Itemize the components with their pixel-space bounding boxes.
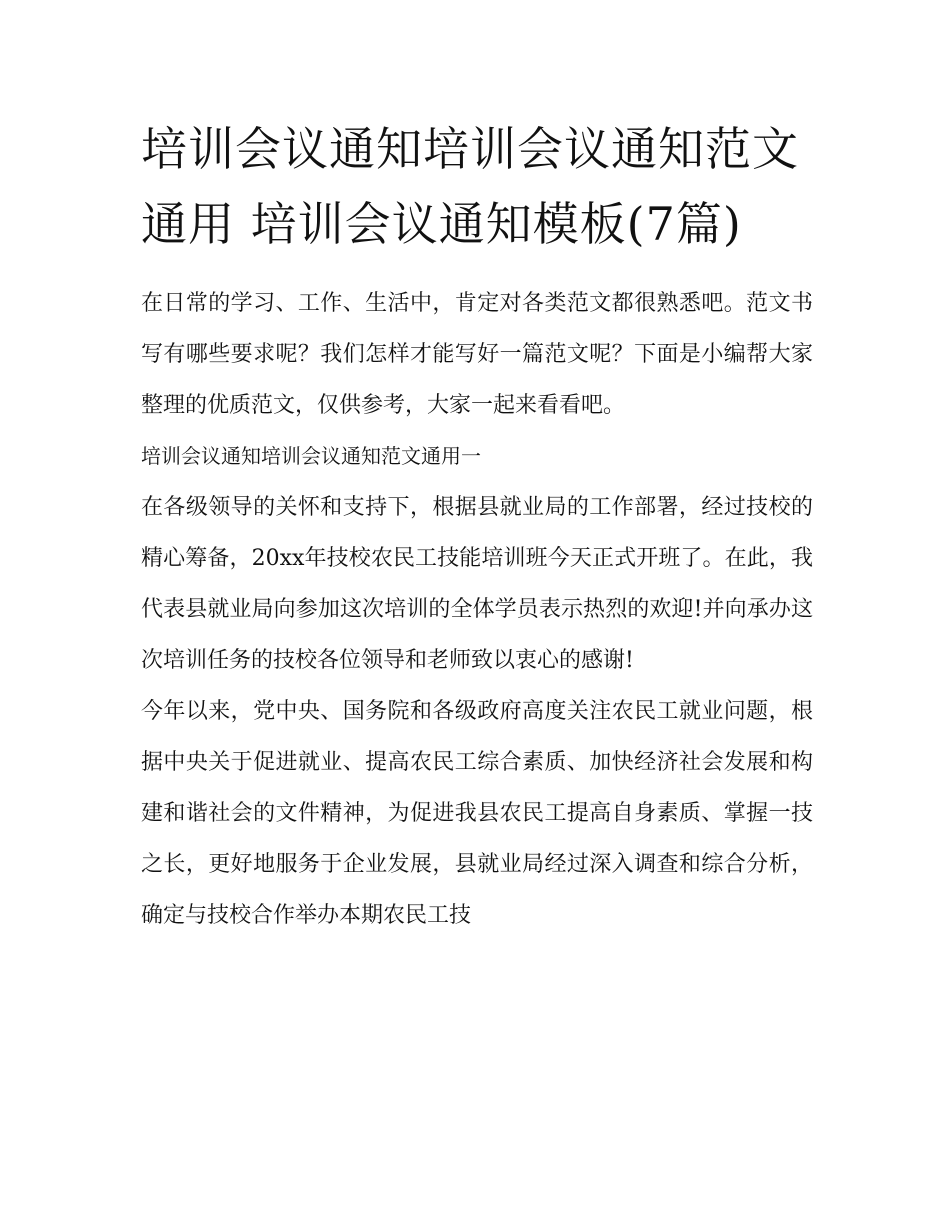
body-paragraph: 今年以来，党中央、国务院和各级政府高度关注农民工就业问题，根据中央关于促进就业、提高农民工综合素质、加快经济社会发展和构建和谐社会的文件精神，为促进我县农民工提高自身素质、掌握一技之长，更好地服务于企业发展，县就业局经过深入调查和综合分析，确定与技校合作举办本期农民工技 [141, 699, 813, 928]
body-paragraph: 在各级领导的关怀和支持下，根据县就业局的工作部署，经过技校的精心筹备，20xx年技校农民工技能培训班今天正式开班了。在此，我代表县就业局向参加这次培训的全体学员表示热烈的欢迎!并向承办这次培训任务的技校各位领导和老师致以衷心的感谢! [141, 495, 813, 673]
document-title: 培训会议通知培训会议通知范文通用 培训会议通知模板(7篇) [141, 122, 799, 251]
intro-paragraph: 在日常的学习、工作、生活中，肯定对各类范文都很熟悉吧。范文书写有哪些要求呢？我们怎样才能写好一篇范文呢？下面是小编帮大家整理的优质范文，仅供参考，大家一起来看看吧。 [141, 291, 813, 418]
document-page [141, 112, 813, 941]
document-body [141, 278, 813, 941]
section-heading: 培训会议通知培训会议通知范文通用一 [141, 444, 481, 468]
